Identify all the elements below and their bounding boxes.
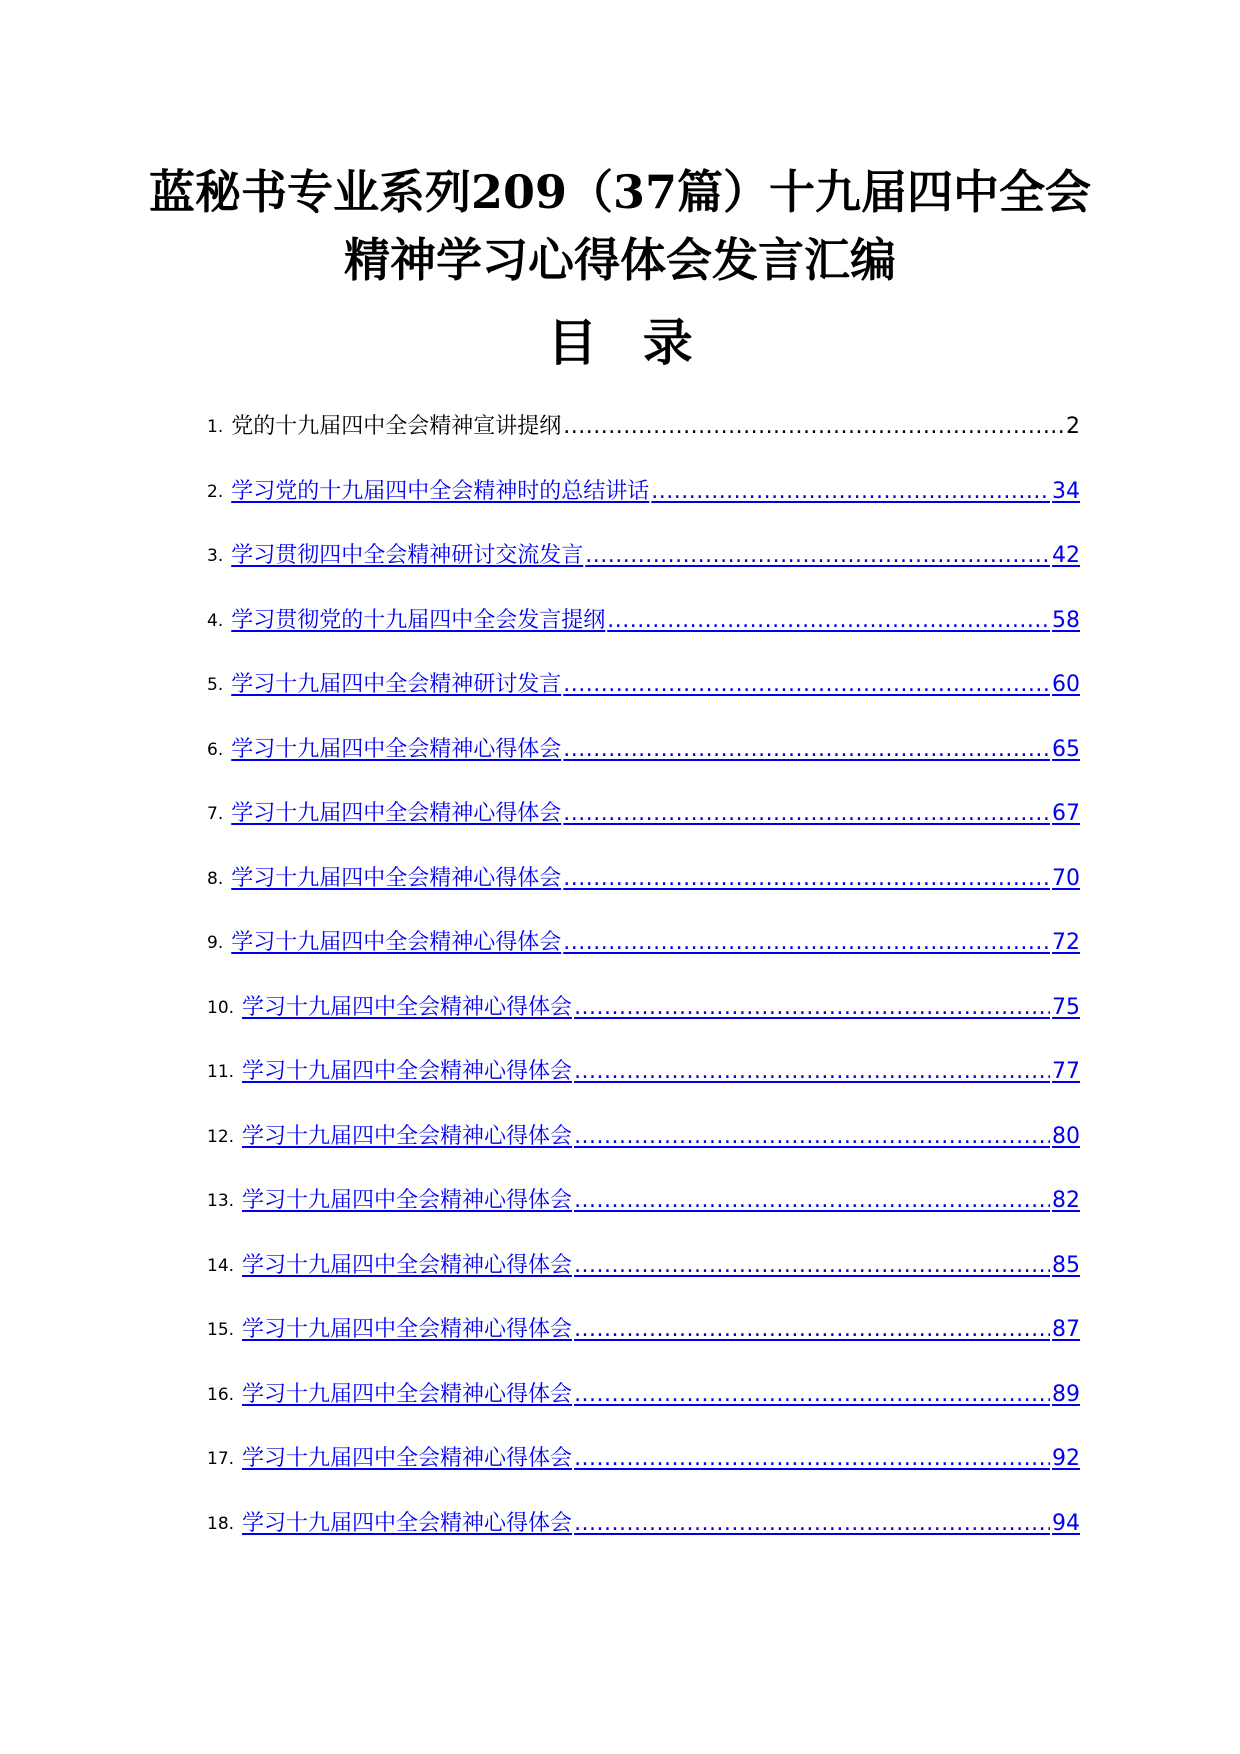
toc-dot-leader [607, 607, 1050, 635]
toc-dot-leader [574, 994, 1050, 1022]
document-title [100, 158, 1140, 294]
toc-entry-page: 87 [1052, 1317, 1080, 1343]
toc-entry-page: 2 [1066, 414, 1080, 440]
toc-entry-9 [207, 911, 1080, 976]
toc-entry-link[interactable] [242, 1123, 1080, 1151]
toc-entry-page: 42 [1052, 543, 1080, 569]
toc-entry-7 [207, 782, 1080, 847]
toc-entry-title: 学习十九届四中全会精神心得体会 [231, 930, 562, 956]
toc-entry-page: 80 [1052, 1123, 1080, 1149]
toc-entry-title: 学习贯彻四中全会精神研讨交流发言 [231, 543, 584, 569]
toc-entry-link[interactable] [242, 1058, 1080, 1086]
toc-entry-5 [207, 653, 1080, 718]
toc-entry-link[interactable] [242, 1252, 1080, 1280]
toc-entry-number: 17. [207, 1449, 235, 1470]
toc-entry-17 [207, 1427, 1080, 1492]
toc-entry-link[interactable] [231, 671, 1080, 699]
toc-dot-leader [574, 1252, 1050, 1280]
toc-entry-number: 5. [207, 675, 224, 696]
toc-entry-8 [207, 847, 1080, 912]
toc-dot-leader [563, 800, 1050, 828]
toc-entry-18 [207, 1492, 1080, 1557]
toc-entry-title: 学习十九届四中全会精神心得体会 [242, 1252, 573, 1278]
toc-dot-leader [574, 1381, 1050, 1409]
toc-entry-link[interactable] [242, 994, 1080, 1022]
toc-entry-link[interactable] [231, 542, 1080, 570]
toc-entry-title: 学习十九届四中全会精神心得体会 [242, 1510, 573, 1536]
toc-entry-6 [207, 718, 1080, 783]
toc-entry-link[interactable] [231, 413, 1080, 441]
toc-entry-title: 学习十九届四中全会精神心得体会 [231, 801, 562, 827]
toc-entry-16 [207, 1363, 1080, 1428]
toc-dot-leader [574, 1316, 1050, 1344]
toc-dot-leader [574, 1187, 1050, 1215]
toc-dot-leader [563, 671, 1050, 699]
toc-dot-leader [585, 542, 1050, 570]
toc-entry-link[interactable] [242, 1316, 1080, 1344]
toc-entry-4 [207, 589, 1080, 654]
toc-dot-leader [574, 1123, 1050, 1151]
toc-entry-page: 92 [1052, 1446, 1080, 1472]
toc-entry-number: 1. [207, 417, 224, 438]
toc-entry-number: 3. [207, 546, 224, 567]
toc-dot-leader [563, 736, 1050, 764]
toc-entry-number: 12. [207, 1126, 235, 1147]
toc-entry-link[interactable] [242, 1187, 1080, 1215]
toc-entry-number: 16. [207, 1384, 235, 1405]
toc-entry-title: 学习十九届四中全会精神心得体会 [242, 994, 573, 1020]
toc-entry-number: 11. [207, 1062, 235, 1083]
toc-entry-page: 94 [1052, 1510, 1080, 1536]
toc-entry-page: 34 [1052, 478, 1080, 504]
toc-entry-link[interactable] [231, 929, 1080, 957]
toc-entry-title: 党的十九届四中全会精神宣讲提纲 [231, 414, 562, 440]
toc-entry-title: 学习十九届四中全会精神心得体会 [242, 1446, 573, 1472]
document-title-line1: 蓝秘书专业系列209（37篇）十九届四中全会 [148, 165, 1092, 219]
toc-dot-leader [651, 478, 1050, 506]
toc-entry-13 [207, 1169, 1080, 1234]
table-of-contents [207, 395, 1080, 1556]
toc-entry-title: 学习十九届四中全会精神研讨发言 [231, 672, 562, 698]
toc-entry-title: 学习十九届四中全会精神心得体会 [242, 1381, 573, 1407]
toc-dot-leader [574, 1445, 1050, 1473]
toc-entry-title: 学习十九届四中全会精神心得体会 [231, 736, 562, 762]
toc-entry-page: 75 [1052, 994, 1080, 1020]
toc-entry-title: 学习十九届四中全会精神心得体会 [231, 865, 562, 891]
toc-entry-1 [207, 395, 1080, 460]
toc-entry-page: 67 [1052, 801, 1080, 827]
toc-entry-link[interactable] [242, 1510, 1080, 1538]
toc-entry-number: 6. [207, 739, 224, 760]
toc-entry-link[interactable] [242, 1445, 1080, 1473]
toc-dot-leader [574, 1058, 1050, 1086]
toc-entry-12 [207, 1105, 1080, 1170]
toc-entry-page: 72 [1052, 930, 1080, 956]
toc-entry-page: 58 [1052, 607, 1080, 633]
toc-entry-page: 65 [1052, 736, 1080, 762]
toc-entry-link[interactable] [231, 865, 1080, 893]
toc-entry-number: 7. [207, 804, 224, 825]
toc-entry-title: 学习贯彻党的十九届四中全会发言提纲 [231, 607, 606, 633]
toc-entry-link[interactable] [231, 800, 1080, 828]
toc-entry-number: 15. [207, 1320, 235, 1341]
toc-entry-link[interactable] [242, 1381, 1080, 1409]
toc-entry-page: 60 [1052, 672, 1080, 698]
toc-entry-link[interactable] [231, 607, 1080, 635]
toc-entry-number: 10. [207, 997, 235, 1018]
toc-entry-link[interactable] [231, 736, 1080, 764]
toc-entry-page: 89 [1052, 1381, 1080, 1407]
toc-entry-page: 70 [1052, 865, 1080, 891]
toc-entry-2 [207, 460, 1080, 525]
toc-entry-number: 18. [207, 1513, 235, 1534]
toc-entry-3 [207, 524, 1080, 589]
toc-entry-number: 2. [207, 481, 224, 502]
toc-dot-leader [574, 1510, 1050, 1538]
toc-heading: 目 录 [547, 314, 707, 372]
toc-entry-number: 4. [207, 610, 224, 631]
toc-entry-page: 85 [1052, 1252, 1080, 1278]
document-title-line2: 精神学习心得体会发言汇编 [344, 233, 896, 287]
toc-entry-title: 学习十九届四中全会精神心得体会 [242, 1059, 573, 1085]
toc-entry-11 [207, 1040, 1080, 1105]
toc-entry-title: 学习十九届四中全会精神心得体会 [242, 1123, 573, 1149]
toc-entry-number: 8. [207, 868, 224, 889]
toc-dot-leader [563, 865, 1050, 893]
toc-entry-title: 学习十九届四中全会精神心得体会 [242, 1188, 573, 1214]
toc-entry-15 [207, 1298, 1080, 1363]
toc-entry-page: 82 [1052, 1188, 1080, 1214]
toc-entry-link[interactable] [231, 478, 1080, 506]
toc-dot-leader [563, 413, 1064, 441]
toc-entry-14 [207, 1234, 1080, 1299]
toc-entry-title: 学习十九届四中全会精神心得体会 [242, 1317, 573, 1343]
toc-entry-number: 14. [207, 1255, 235, 1276]
toc-entry-page: 77 [1052, 1059, 1080, 1085]
toc-entry-title: 学习党的十九届四中全会精神时的总结讲话 [231, 478, 650, 504]
toc-entry-number: 13. [207, 1191, 235, 1212]
toc-entry-number: 9. [207, 933, 224, 954]
toc-entry-10 [207, 976, 1080, 1041]
toc-dot-leader [563, 929, 1050, 957]
